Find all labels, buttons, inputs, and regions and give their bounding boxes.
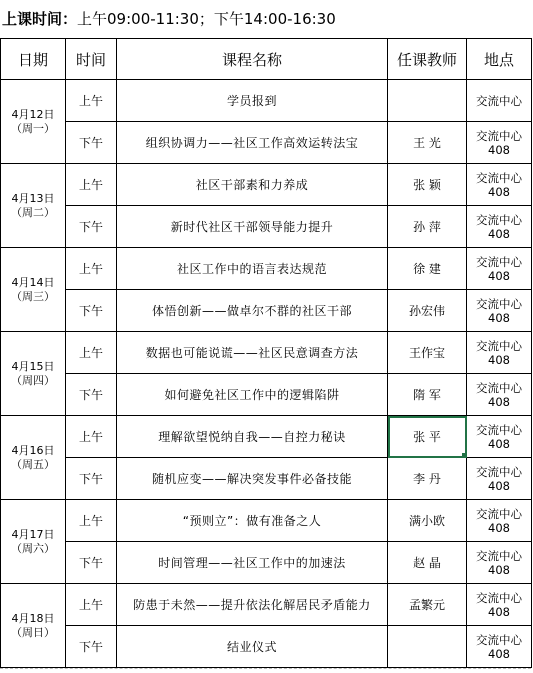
course-cell[interactable] [117,290,388,332]
place-text: 交流中心 [476,380,522,395]
room-text: 408 [488,226,510,241]
course-schedule-table [0,38,532,668]
course-cell-text: 学员报到 [226,94,277,108]
place-text: 交流中心 [476,464,522,479]
weekday-text: （周二） [11,205,55,219]
course-cell-text: 体悟创新——做卓尔不群的社区干部 [151,304,352,318]
place-cell[interactable] [467,80,532,122]
teacher-cell[interactable] [388,332,467,374]
place-text: 交流中心 [476,506,522,521]
date-cell[interactable] [1,80,66,164]
table-row [1,626,532,668]
weekday-text: （周三） [11,289,55,303]
table-row [1,374,532,416]
place-text: 交流中心 [476,254,522,269]
date-text: 4月16日 [11,443,55,457]
course-cell-text: “预则立”：做有准备之人 [182,514,322,528]
teacher-cell[interactable] [388,584,467,626]
course-cell[interactable] [117,332,388,374]
place-cell[interactable] [467,206,532,248]
course-cell-text: 数据也可能说谎——社区民意调查方法 [145,346,359,360]
time-cell-text: 下午 [78,136,103,150]
place-cell[interactable] [467,500,532,542]
teacher-cell[interactable] [388,458,467,500]
place-cell[interactable] [467,626,532,668]
course-cell-text: 理解欲望悦纳自我——自控力秘诀 [158,430,346,444]
column-header-teacher[interactable]: 任课教师 [388,39,467,80]
teacher-cell-text: 张 平 [413,430,441,444]
column-header-time[interactable]: 时间 [66,39,117,80]
room-text: 408 [488,142,510,157]
time-cell-text: 上午 [78,346,103,360]
time-cell-text: 上午 [78,514,103,528]
column-header-date[interactable]: 日期 [1,39,66,80]
weekday-text: （周五） [11,457,55,471]
date-cell[interactable] [1,416,66,500]
selected-teacher-cell[interactable] [388,416,467,458]
time-cell[interactable] [66,458,117,500]
column-header-place[interactable]: 地点 [467,39,532,80]
course-cell[interactable] [117,248,388,290]
place-cell[interactable] [467,542,532,584]
table-row [1,584,532,626]
date-cell[interactable] [1,248,66,332]
date-text: 4月12日 [11,107,55,121]
teacher-cell[interactable] [388,626,467,668]
course-cell[interactable] [117,626,388,668]
time-cell-text: 上午 [78,598,103,612]
time-cell-text: 下午 [78,640,103,654]
room-text: 408 [488,436,510,451]
teacher-cell[interactable] [388,248,467,290]
place-cell[interactable] [467,458,532,500]
course-cell-text: 如何避免社区工作中的逻辑陷阱 [164,388,340,402]
place-text: 交流中心 [476,548,522,563]
time-cell[interactable] [66,80,117,122]
class-time-label: 上课时间： [2,10,78,28]
teacher-cell[interactable] [388,164,467,206]
time-cell[interactable] [66,122,117,164]
place-text: 交流中心 [476,632,522,647]
teacher-cell[interactable] [388,290,467,332]
course-cell-text: 社区干部素和力养成 [195,178,309,192]
teacher-cell-text: 张 颖 [413,178,441,192]
teacher-cell[interactable] [388,374,467,416]
room-text: 408 [488,604,510,619]
teacher-cell-text: 王 光 [413,136,441,150]
time-cell[interactable] [66,626,117,668]
table-row [1,206,532,248]
column-header-course[interactable]: 课程名称 [117,39,388,80]
table-row [1,500,532,542]
place-text: 交流中心 [476,296,522,311]
place-text: 交流中心 [476,128,522,143]
place-cell[interactable] [467,248,532,290]
room-text: 408 [488,394,510,409]
course-cell[interactable] [117,458,388,500]
course-cell[interactable] [117,542,388,584]
room-text: 408 [488,478,510,493]
schedule-time-header [2,6,336,32]
table-row [1,458,532,500]
teacher-cell-text: 满小欧 [408,514,445,528]
place-text: 交流中心 [476,170,522,185]
time-cell[interactable] [66,332,117,374]
class-time-value: 上午09:00-11:30；下午14:00-16:30 [77,10,336,28]
table-row [1,80,532,122]
teacher-cell-text: 孙 萍 [413,220,441,234]
time-cell-text: 上午 [78,178,103,192]
time-cell[interactable] [66,500,117,542]
time-cell[interactable] [66,374,117,416]
date-cell[interactable] [1,500,66,584]
room-text: 408 [488,520,510,535]
teacher-cell-text: 孙宏伟 [408,304,445,318]
course-cell-text: 社区工作中的语言表达规范 [176,262,327,276]
weekday-text: （周一） [11,121,55,135]
time-cell-text: 上午 [78,430,103,444]
time-cell[interactable] [66,164,117,206]
course-cell-text: 随机应变——解决突发事件必备技能 [151,472,352,486]
time-cell-text: 上午 [78,262,103,276]
course-cell[interactable] [117,206,388,248]
room-text: 408 [488,184,510,199]
teacher-cell-text: 王作宝 [408,346,445,360]
place-cell[interactable] [467,416,532,458]
place-cell[interactable] [467,374,532,416]
table-header-row [1,39,532,80]
weekday-text: （周日） [11,625,55,639]
course-cell-text: 时间管理——社区工作中的加速法 [158,556,346,570]
page-break-line [0,668,531,669]
course-cell-text: 新时代社区干部领导能力提升 [170,220,334,234]
place-cell[interactable] [467,122,532,164]
date-cell[interactable] [1,164,66,248]
teacher-cell-text: 李 丹 [413,472,441,486]
teacher-cell[interactable] [388,206,467,248]
place-cell[interactable] [467,584,532,626]
date-text: 4月15日 [11,359,55,373]
weekday-text: （周六） [11,541,55,555]
teacher-cell-text: 隋 军 [413,388,441,402]
date-text: 4月14日 [11,275,55,289]
course-cell-text: 防患于未然——提升依法化解居民矛盾能力 [133,598,371,612]
table-row [1,122,532,164]
course-cell[interactable] [117,416,388,458]
date-text: 4月18日 [11,611,55,625]
time-cell[interactable] [66,542,117,584]
place-cell[interactable] [467,332,532,374]
teacher-cell-text: 赵 晶 [413,556,441,570]
time-cell[interactable] [66,290,117,332]
course-cell[interactable] [117,80,388,122]
room-text: 408 [488,562,510,577]
time-cell-text: 下午 [78,304,103,318]
time-cell[interactable] [66,248,117,290]
time-cell-text: 下午 [78,556,103,570]
time-cell-text: 下午 [78,472,103,486]
time-cell[interactable] [66,206,117,248]
teacher-cell-text: 孟繁元 [408,598,445,612]
place-text: 交流中心 [476,338,522,353]
place-cell[interactable] [467,290,532,332]
date-cell[interactable] [1,584,66,668]
course-cell[interactable] [117,374,388,416]
weekday-text: （周四） [11,373,55,387]
course-cell-text: 组织协调力——社区工作高效运转法宝 [145,136,359,150]
course-cell[interactable] [117,164,388,206]
course-cell-text: 结业仪式 [226,640,277,654]
teacher-cell[interactable] [388,542,467,584]
fill-handle[interactable] [462,453,467,458]
date-text: 4月13日 [11,191,55,205]
course-cell[interactable] [117,500,388,542]
teacher-cell[interactable] [388,500,467,542]
course-cell[interactable] [117,122,388,164]
room-text: 408 [488,268,510,283]
teacher-cell[interactable] [388,80,467,122]
room-text: 408 [488,310,510,325]
place-text: 交流中心 [476,93,522,108]
table-row [1,164,532,206]
place-cell[interactable] [467,164,532,206]
table-row [1,332,532,374]
time-cell-text: 下午 [78,220,103,234]
table-row [1,416,532,458]
place-text: 交流中心 [476,422,522,437]
date-cell[interactable] [1,332,66,416]
place-text: 交流中心 [476,212,522,227]
table-row [1,290,532,332]
teacher-cell[interactable] [388,122,467,164]
place-text: 交流中心 [476,590,522,605]
time-cell[interactable] [66,416,117,458]
time-cell-text: 上午 [78,94,103,108]
time-cell-text: 下午 [78,388,103,402]
date-text: 4月17日 [11,527,55,541]
room-text: 408 [488,352,510,367]
table-row [1,542,532,584]
course-cell[interactable] [117,584,388,626]
time-cell[interactable] [66,584,117,626]
teacher-cell-text: 徐 建 [413,262,441,276]
room-text: 408 [488,646,510,661]
table-row [1,248,532,290]
